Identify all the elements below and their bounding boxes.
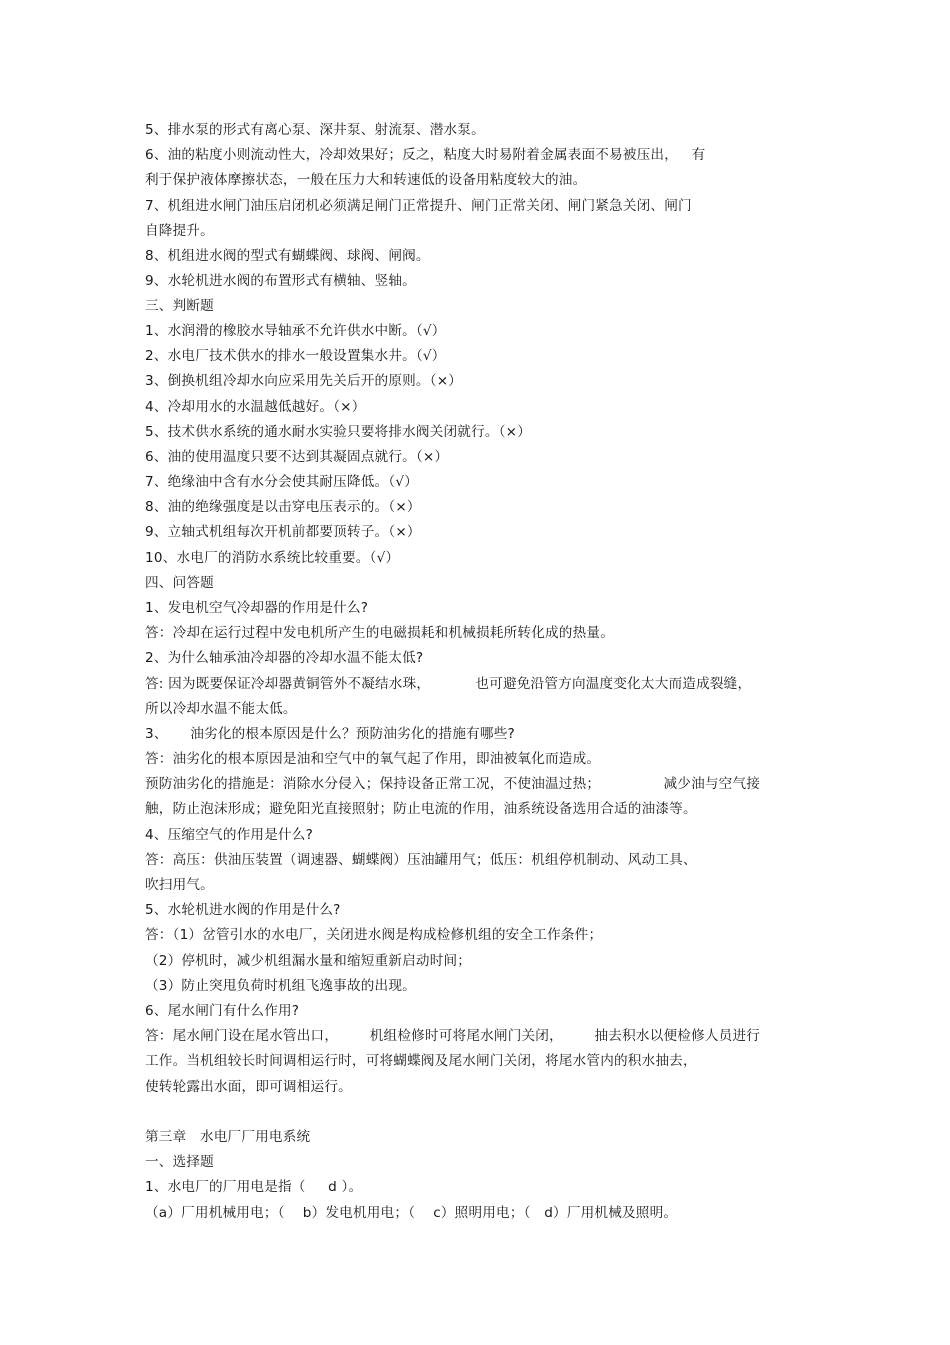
text-line: 触，防止泡沫形成；避免阳光直接照射；防止电流的作用，油系统设备选用合适的油漆等。 — [145, 801, 697, 817]
text-line: 自降提升。 — [145, 223, 214, 239]
text-line: 预防油劣化的措施是：消除水分侵入；保持设备正常工况，不使油温过热； 减少油与空气接 — [145, 776, 761, 792]
text-line: 吹扫用气。 — [145, 877, 214, 893]
section-heading: 三、判断题 — [145, 298, 214, 314]
text-line: 答：高压：供油压装置（调速器、蝴蝶阀）压油罐用气；低压：机组停机制动、风动工具、 — [145, 852, 697, 868]
text-line: 2、为什么轴承油冷却器的冷却水温不能太低? — [145, 650, 424, 666]
text-line: 7、绝缘油中含有水分会使其耐压降低。（√） — [145, 474, 418, 490]
text-line: 答：（1）岔管引水的水电厂，关闭进水阀是构成检修机组的安全工作条件； — [145, 927, 603, 943]
text-line: 1、水电厂的厂用电是指（ d ）。 — [145, 1179, 363, 1195]
text-line: 5、水轮机进水阀的作用是什么? — [145, 902, 341, 918]
text-line: 使转轮露出水面，即可调相运行。 — [145, 1079, 352, 1095]
text-line: 10、水电厂的消防水系统比较重要。（√） — [145, 550, 400, 566]
text-line: 所以冷却水温不能太低。 — [145, 701, 297, 717]
text-line: 1、发电机空气冷却器的作用是什么? — [145, 600, 369, 616]
text-line: 7、机组进水闸门油压启闭机必须满足闸门正常提升、闸门正常关闭、闸门紧急关闭、闸门 — [145, 198, 692, 214]
text-line: 6、尾水闸门有什么作用? — [145, 1003, 300, 1019]
text-line: 6、油的使用温度只要不达到其凝固点就行。（×） — [145, 449, 449, 465]
text-line: 工作。当机组较长时间调相运行时，可将蝴蝶阀及尾水闸门关闭，将尾水管内的积水抽去， — [145, 1053, 697, 1069]
chapter-title: 第三章 水电厂厂用电系统 — [145, 1129, 311, 1145]
text-line: 4、冷却用水的水温越低越好。（×） — [145, 399, 366, 415]
text-line: （a）厂用机械用电；（ b）发电机用电；（ c）照明用电；（ d）厂用机械及照明。 — [145, 1205, 678, 1221]
text-line: 答：尾水闸门设在尾水管出口， 机组检修时可将尾水闸门关闭， 抽去积水以便检修人员进行 — [145, 1028, 761, 1044]
text-line: 5、技术供水系统的通水耐水实验只要将排水阀关闭就行。（×） — [145, 424, 532, 440]
text-line: 9、立轴式机组每次开机前都要顶转子。（×） — [145, 524, 421, 540]
text-line: （3）防止突甩负荷时机组飞逸事故的出现。 — [145, 978, 416, 994]
section-heading: 四、问答题 — [145, 575, 214, 591]
text-line: 答：冷却在运行过程中发电机所产生的电磁损耗和机械损耗所转化成的热量。 — [145, 625, 614, 641]
text-line: 8、机组进水阀的型式有蝴蝶阀、球阀、闸阀。 — [145, 248, 430, 264]
text-line: 2、水电厂技术供水的排水一般设置集水井。（√） — [145, 348, 446, 364]
text-line: 答: 因为既要保证冷却器黄铜管外不凝结水珠， 也可避免沿管方向温度变化太大而造成裂缝， — [145, 676, 752, 692]
text-line: 1、水润滑的橡胶水导轴承不允许供水中断。（√） — [145, 323, 446, 339]
text-line: 利于保护液体摩擦状态，一般在压力大和转速低的设备用粘度较大的油。 — [145, 172, 587, 188]
text-line: （2）停机时，减少机组漏水量和缩短重新启动时间； — [145, 953, 472, 969]
text-line: 5、排水泵的形式有离心泵、深井泵、射流泵、潜水泵。 — [145, 122, 485, 138]
section-heading: 一、选择题 — [145, 1154, 214, 1170]
text-line: 4、压缩空气的作用是什么? — [145, 827, 313, 843]
text-line: 3、 油劣化的根本原因是什么？预防油劣化的措施有哪些? — [145, 726, 515, 742]
text-line: 答：油劣化的根本原因是油和空气中的氧气起了作用，即油被氧化而造成。 — [145, 751, 601, 767]
text-line: 8、油的绝缘强度是以击穿电压表示的。（×） — [145, 499, 421, 515]
text-line: 6、油的粘度小则流动性大，冷却效果好；反之，粘度大时易附着金属表面不易被压出， 有 — [145, 147, 706, 163]
text-line: 9、水轮机进水阀的布置形式有横轴、竖轴。 — [145, 273, 416, 289]
text-line: 3、倒换机组冷却水向应采用先关后开的原则。（×） — [145, 373, 463, 389]
